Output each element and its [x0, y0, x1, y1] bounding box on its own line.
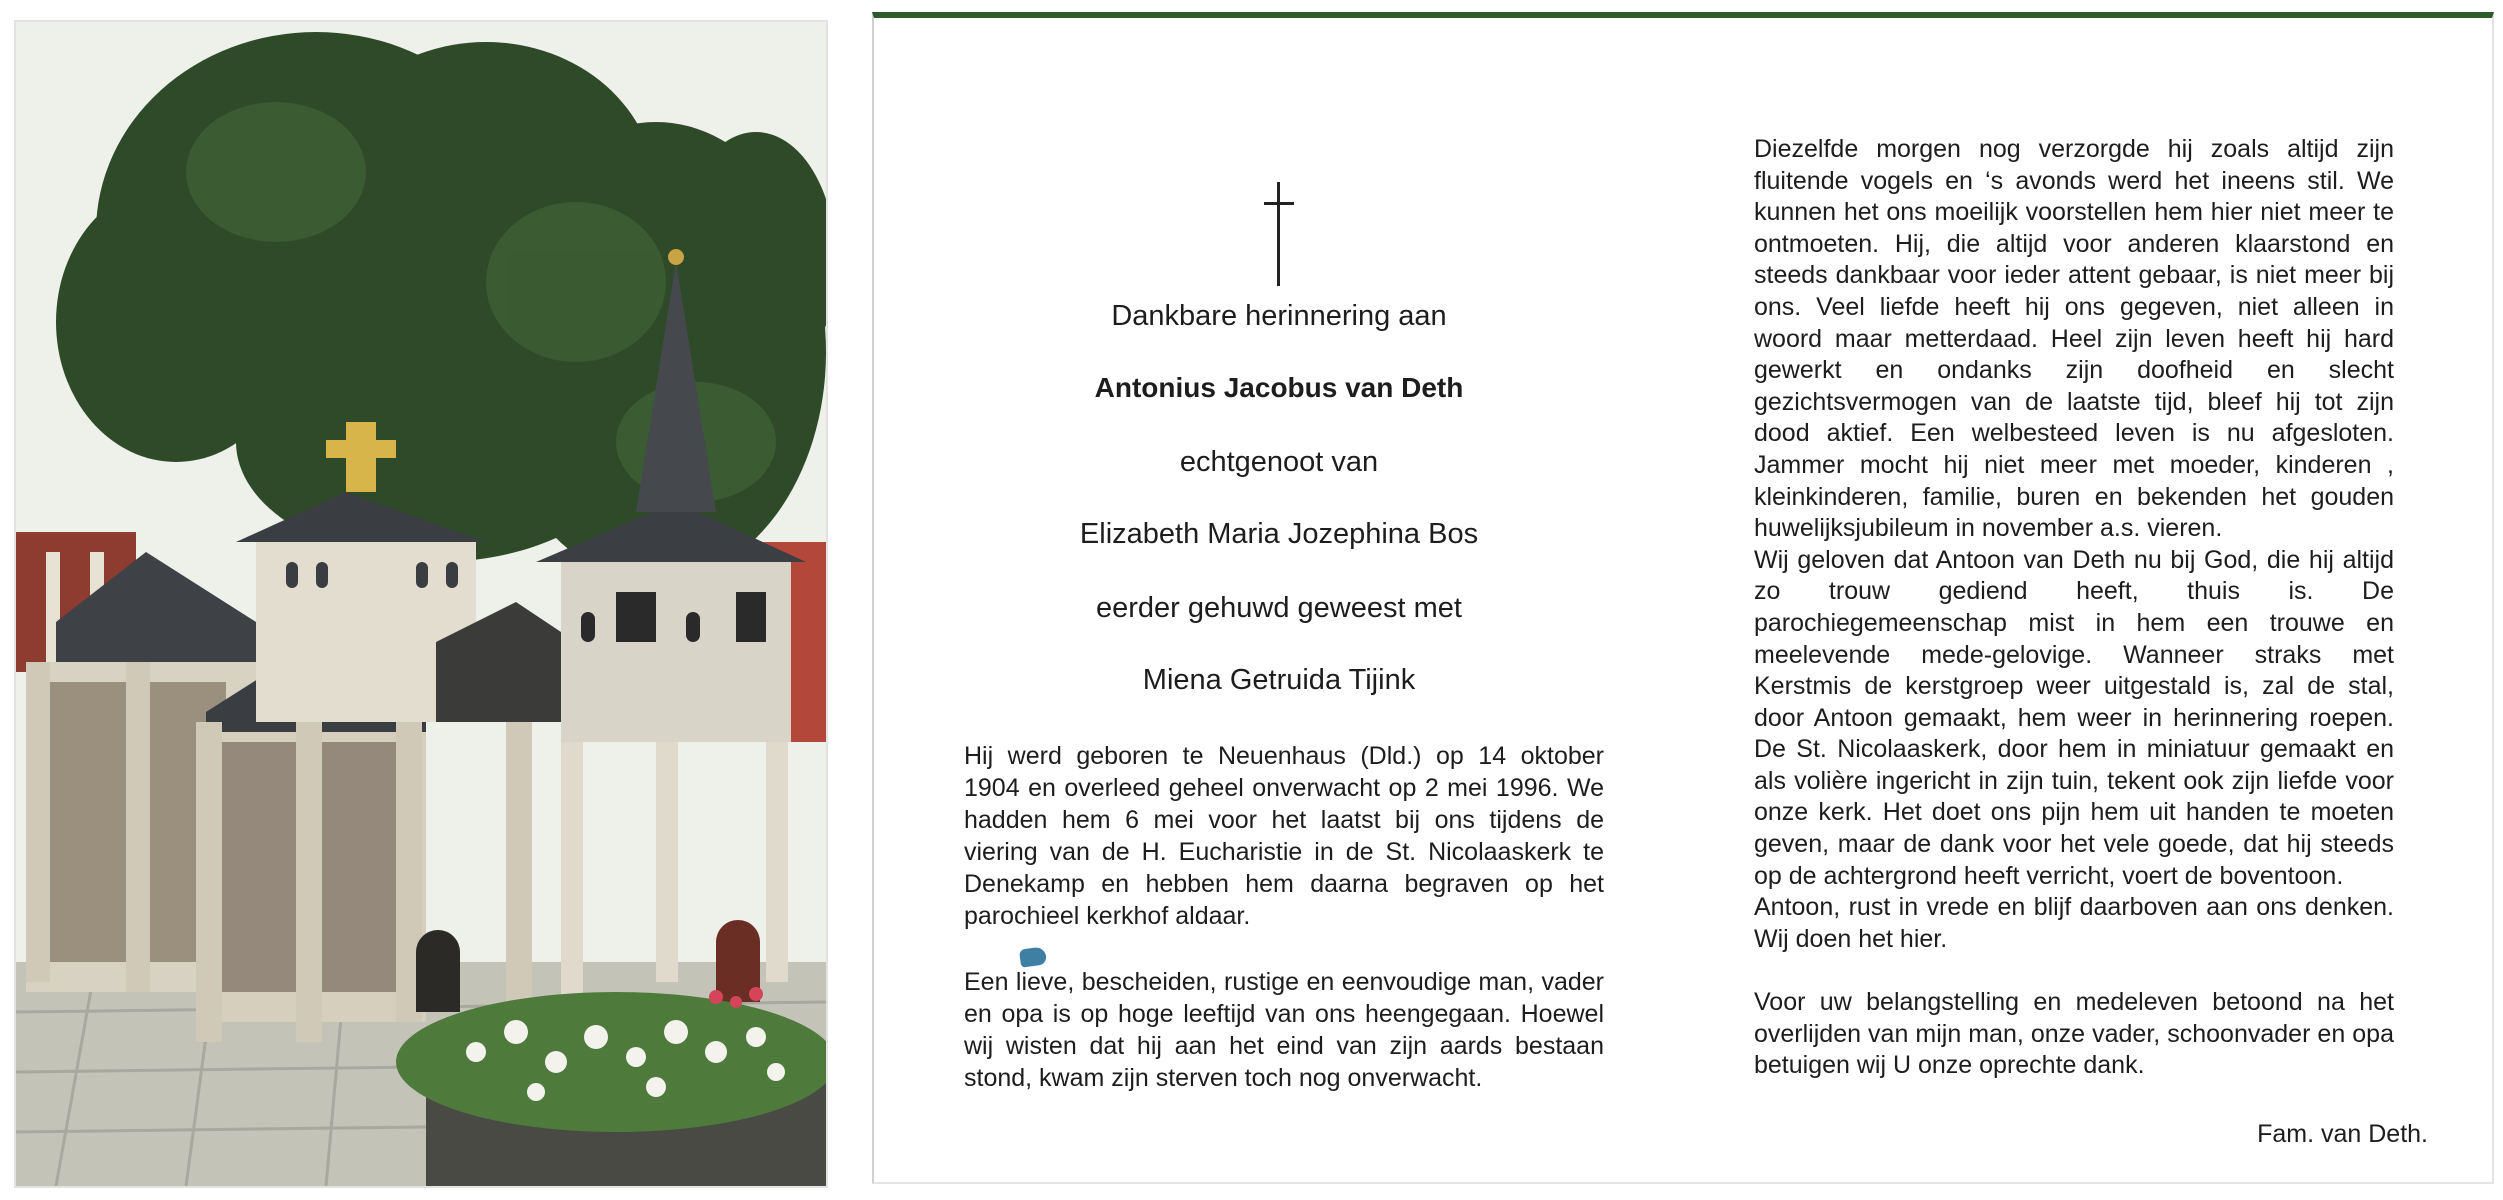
signature: Fam. van Deth. [2257, 1120, 2428, 1148]
right-paragraph: Wij geloven dat Antoon van Deth nu bij God, die hij altijd zo trouw gediend heeft, thuis is. De parochiegemeenschap mist in hem een trouwe en meelevende mede-gelovige. Wanneer straks met Kerstmis de kerstgroep weer uitgestald is, zal de stal, door Antoon gemaakt, hem weer in herinnering roepen. De St. Nicolaaskerk, door hem in miniatuur gemaakt en als volière ingericht in zijn tuin, tekent ook zijn liefde voor onze kerk. Het doet ons pijn hem uit handen te moeten geven, maar de dank voor het vele goede, dat hij steeds op de achtergrond heeft verricht, voert de boventoon. [1754, 545, 2394, 890]
cross-icon [1260, 182, 1298, 286]
life-paragraph: Hij werd geboren te Neuenhaus (Dld.) op 14 oktober 1904 en overleed geheel onverwacht op 2 mei 1996. We hadden hem 6 mei voor het laatst bij ons tijdens de viering van de H. Eucharistie in de St. Nicolaaskerk te Denekamp en hebben hem daarna begraven op het parochieel kerkhof aldaar. [964, 742, 1604, 930]
character-paragraph: Een lieve, bescheiden, rustige en eenvoudige man, vader en opa is op hoge leeftijd van ons heengegaan. Hoewel wij wisten dat hij aan het eind van zijn aards bestaan stond, kwam zijn sterven toch nog onverwacht. [964, 968, 1604, 1092]
thanks-paragraph: Voor uw belangstelling en medeleven betoond na het overlijden van mijn man, onze vader, schoonvader en opa betuigen wij U onze oprechte dank. [1754, 988, 2394, 1080]
right-paragraph: Antoon, rust in vrede en blijf daarboven aan ons denken. Wij doen het hier. [1754, 893, 2394, 953]
former-spouse-prefix: eerder gehuwd geweest met [1096, 592, 1462, 624]
memorial-card-text [872, 12, 2494, 1184]
photo-card [16, 22, 826, 1186]
spacer [1754, 955, 2394, 987]
heading: Dankbare herinnering aan [1111, 300, 1447, 332]
flower-bed [396, 987, 826, 1186]
former-spouse-name: Miena Getruida Tijink [1142, 664, 1416, 696]
deceased-name: Antonius Jacobus van Deth [1094, 372, 1464, 403]
church-aviary-photo [16, 22, 826, 1186]
right-column-text [1754, 134, 2394, 1082]
spouse-prefix: echtgenoot van [1179, 446, 1379, 478]
spouse-name: Elizabeth Maria Jozephina Bos [1079, 518, 1479, 550]
ink-mark [1019, 946, 1047, 967]
right-paragraph: Diezelfde morgen nog verzorgde hij zoals altijd zijn fluitende vogels en ‘s avonds werd het ineens stil. We kunnen het ons moeilijk voorstellen hem hier niet meer te ontmoeten. Hij, die altijd voor anderen klaarstond en steeds dankbaar voor ieder attent gebaar, is niet meer bij ons. Veel liefde heeft hij ons gegeven, niet alleen in woord maar metterdaad. Heel zijn leven heeft hij hard gewerkt en ondanks zijn doofheid en slecht gezichtsvermogen van de laatste tijd, bleef hij tot zijn dood aktief. Een welbesteed leven is nu afgesloten. Jammer mocht hij niet meer met moeder, kinderen , kleinkinderen, familie, buren en bekenden het gouden huwelijksjubileum in november a.s. vieren. [1754, 135, 2394, 543]
